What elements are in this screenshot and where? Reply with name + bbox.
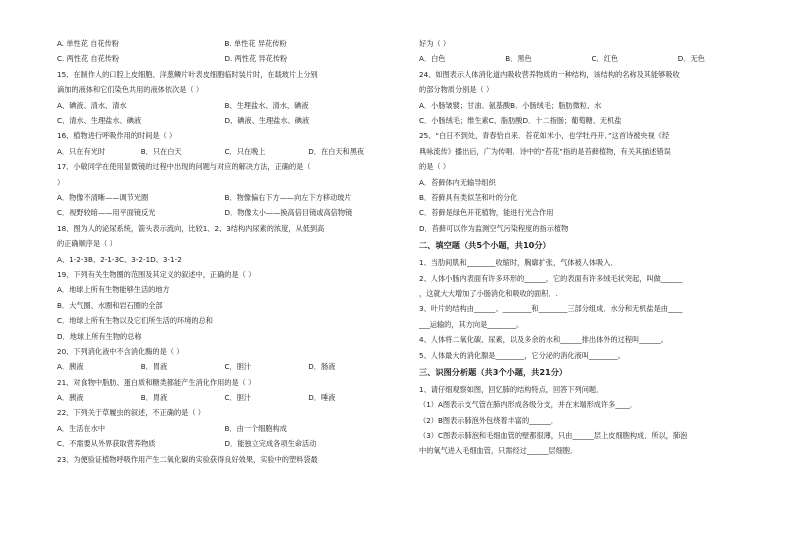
section-heading: 三、识图分析题（共3个小题，共21分） [419, 367, 568, 378]
text-line: 24、如图表示人体消化道内吸收营养物质的一种结构，该结构的名称及其能够吸收 [419, 69, 680, 79]
left-column [57, 36, 392, 467]
text-line: 23、为便验证植物呼吸作用产生二氧化碳的实验获得良好效果，实验中的塑料袋最 [57, 454, 318, 464]
options-line [57, 359, 392, 374]
text-line: 20、下列消化液中不含消化酶的是（ ） [57, 346, 184, 356]
options-line [57, 113, 392, 128]
text-line: 1、请仔细观察如图，回忆肺的结构特点，回答下列问题． [419, 384, 604, 394]
answer-option: A．胰液 [57, 393, 84, 403]
options-line [57, 144, 392, 159]
text-line: 17、小敏同学在使用显微镜的过程中出现的问题与对应的解决方法，正确的是（ [57, 162, 311, 172]
text-line: 19、下列有关生物圈的范围及其定义的叙述中，正确的是（ ） [57, 269, 256, 279]
text-line: 4、人体将二氧化碳、尿素，以及多余的水和______排出体外的过程叫______。 [419, 335, 668, 345]
answer-option: D．能独立完成各项生命活动 [224, 439, 317, 449]
answer-option: D. 两性花 异花传粉 [224, 54, 288, 64]
answer-option: D．唾液 [308, 393, 336, 403]
right-column [419, 36, 764, 459]
text-line: 滴加的液体和它们染色共用的液体依次是（ ） [57, 85, 204, 95]
options-line [57, 190, 392, 205]
answer-option: C．视野较暗——用平面镜反光 [57, 208, 156, 218]
answer-option: C．不需要从外界获取营养物质 [57, 439, 156, 449]
answer-option: B．由一个细胞构成 [224, 423, 287, 433]
text-line: 的是（ ） [419, 162, 451, 172]
options-line [57, 98, 392, 113]
text-line: A．地球上所有生物能够生活的地方 [57, 285, 170, 295]
text-line: B．苔藓具有类似茎和叶的分化 [419, 193, 518, 202]
answer-option: D．肠液 [308, 362, 336, 372]
answer-option: C．胆汁 [224, 362, 252, 372]
text-line: 2、人体小肠内表面有许多环形的______，它的表面有许多绒毛状突起，叫做______ [419, 273, 683, 283]
answer-option: B．胃液 [140, 393, 168, 403]
section-heading: 二、填空题（共5个小题，共10分） [419, 240, 551, 251]
answer-option: C．只在晚上 [224, 146, 266, 156]
answer-option: B．物像偏右下方——向左下方移动玻片 [224, 193, 352, 202]
text-line: A．小肠皱襞；甘油、氨基酸B．小肠绒毛；脂肪微粒、水 [419, 100, 602, 110]
text-line: C．苔藓是绿色开花植物，能进行光合作用 [419, 208, 554, 218]
answer-option: A．白色 [419, 54, 446, 64]
text-line: 25、“白日不到处，青春恰自来．苔花如米小，也学牡丹开．”这首诗被央视《经 [419, 131, 670, 141]
text-line: 21、对食物中脂肪、蛋白质和糖类都能产生消化作用的是（ ） [57, 377, 256, 387]
options-line [57, 36, 392, 51]
text-line: ） [57, 177, 65, 187]
text-line: 的正确顺序是（ ） [57, 239, 117, 249]
answer-option: A．只在有光时 [57, 146, 106, 156]
answer-option: C、清水、生理盐水、碘液 [57, 116, 142, 126]
text-line: （1）A图表示支气管在肺内形成各级分支，并在末端形成许多____． [419, 400, 637, 410]
answer-option: B．黑色 [505, 54, 532, 64]
answer-option: B．胃液 [140, 362, 168, 372]
text-line: 16、植物进行呼吸作用的时间是（ ） [57, 131, 177, 141]
text-line: B．大气圈、水圈和岩石圈的全部 [57, 300, 163, 310]
answer-option: D．物像太小——换高倍目镜或高倍物镜 [224, 208, 353, 218]
options-line [57, 421, 392, 436]
answer-option: B、生理盐水、清水、碘液 [224, 100, 309, 110]
text-line: 15、在制作人的口腔上皮细胞、洋葱鳞片叶表皮细胞临时装片时，在载玻片上分别 [57, 69, 318, 79]
answer-option: D、碘液、生理盐水、碘液 [224, 116, 310, 126]
text-line: A．苔藓体内无输导组织 [419, 177, 496, 187]
text-line: （2）B图表示肺泡外包绕着丰富的______． [419, 415, 558, 425]
options-line [57, 205, 392, 220]
text-line: C．地球上所有生物以及它们所生活的环境的总和 [57, 316, 213, 326]
answer-option: A. 单性花 自花传粉 [57, 39, 119, 49]
text-line: D．地球上所有生物的总称 [57, 331, 142, 341]
options-line [57, 390, 392, 405]
answer-option: A．物像不清晰——调节光圈 [57, 193, 149, 202]
answer-option: B．只在白天 [140, 146, 182, 156]
text-line: 中的氧气进入毛细血管，只需经过______层细胞． [419, 446, 578, 456]
text-line: 18、图为人的泌尿系统，箭头表示流向，比较1、2、3结构内尿素的浓度，从低到高 [57, 223, 325, 233]
options-line [57, 51, 392, 66]
text-line: 5、人体最大的消化腺是________，它分泌的消化液叫________。 [419, 350, 625, 360]
text-line: 好为（ ） [419, 39, 451, 49]
answer-option: A．生活在水中 [57, 423, 106, 433]
answer-option: C. 两性花 自花传粉 [57, 54, 120, 64]
answer-option: C．胆汁 [224, 393, 252, 403]
options-line [57, 436, 392, 451]
answer-option: A．胰液 [57, 362, 84, 372]
text-line: 22、下列关于草履虫的叙述，不正确的是（ ） [57, 408, 205, 418]
answer-option: A、碘液、清水、清水 [57, 100, 127, 110]
text-line: 3、叶片的结构由______、________和________三部分组成．水分和无机盐是由____ [419, 304, 683, 314]
answer-option: B. 单性花 异花传粉 [224, 39, 287, 49]
text-line: （3）C图表示肺泡和毛细血管的壁都很薄，只由______层上皮细胞构成．所以，肺泡 [419, 431, 688, 441]
text-line: ，这就大大增加了小肠消化和吸收的面积．. [419, 288, 558, 298]
answer-option: D．无色 [677, 54, 705, 64]
text-line: ___运输的，其方向是________。 [419, 319, 524, 329]
text-line: D．苔藓可以作为监测空气污染程度的指示植物 [419, 223, 569, 233]
answer-option: D．在白天和黑夜 [308, 146, 365, 156]
text-line: 典咏流传》播出后，广为传唱．诗中的“苔花”指的是苔藓植物，有关其描述错误 [419, 146, 671, 156]
text-line: C．小肠绒毛；维生素C、脂肪酸D．十二指肠；葡萄糖、无机盐 [419, 116, 622, 126]
answer-option: C．红色 [591, 54, 619, 64]
text-line: A、1-2-3B、2-1-3C、3-2-1D、3-1-2 [57, 254, 182, 264]
text-line: 的部分物质分别是（ ） [419, 85, 494, 95]
text-line: 1、当肋间肌和________收缩时，胸廓扩张，气体被人体吸入． [419, 258, 618, 268]
options-line [419, 51, 764, 66]
